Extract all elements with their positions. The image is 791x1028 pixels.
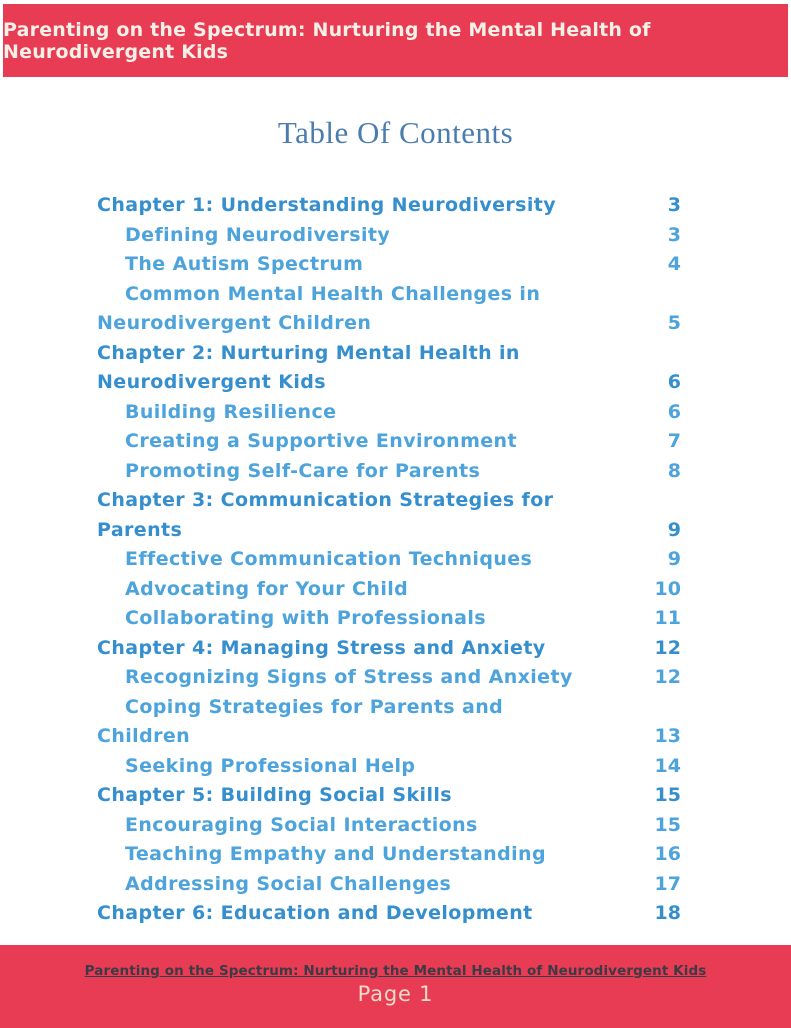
toc-entry-page[interactable]: 12 [654, 636, 681, 659]
toc-entry-label[interactable]: Chapter 2: Nurturing Mental Health in Neurodivergent Kids [97, 341, 520, 393]
toc-entry-page[interactable]: 12 [654, 666, 681, 688]
header-banner [3, 4, 788, 77]
toc-entry[interactable] [97, 486, 681, 545]
toc-entry-label[interactable]: Teaching Empathy and Understanding [125, 843, 546, 865]
toc-entry[interactable] [97, 339, 681, 398]
toc-entry-page[interactable]: 5 [667, 312, 681, 334]
toc-entry-page[interactable]: 18 [654, 902, 681, 924]
toc-entry[interactable] [97, 545, 681, 575]
toc-entry-page[interactable]: 9 [667, 548, 681, 570]
toc-heading: Table Of Contents [277, 115, 514, 150]
toc-entry-label[interactable]: Chapter 6: Education and Development [97, 902, 533, 924]
toc-entry-page[interactable]: 11 [654, 607, 681, 629]
toc-entry[interactable] [97, 634, 681, 664]
toc-entry[interactable] [97, 457, 681, 487]
toc-entry[interactable] [97, 781, 681, 811]
toc-entry-label[interactable]: Promoting Self-Care for Parents [125, 459, 481, 482]
toc-entry-page[interactable]: 6 [667, 371, 681, 393]
toc-entry[interactable] [97, 221, 681, 251]
toc-entry-page[interactable]: 15 [654, 813, 681, 836]
toc-entry-label[interactable]: The Autism Spectrum [125, 253, 364, 275]
toc-entry[interactable] [97, 752, 681, 782]
toc-entry-page[interactable]: 4 [667, 253, 681, 275]
toc-entry-label[interactable]: Effective Communication Techniques [125, 548, 533, 570]
toc-entry[interactable] [97, 280, 681, 339]
toc-entry-page[interactable]: 3 [667, 223, 681, 246]
toc-entry-label[interactable]: Creating a Supportive Environment [125, 430, 517, 452]
toc-entry[interactable] [97, 398, 681, 428]
toc-entry-page[interactable]: 9 [667, 518, 681, 541]
toc-entry-label[interactable]: Addressing Social Challenges [125, 872, 452, 895]
toc-entry-page[interactable]: 13 [654, 725, 681, 747]
toc-entry-label[interactable]: Chapter 3: Communication Strategies for Parents [97, 489, 554, 541]
toc-entry[interactable] [97, 427, 681, 457]
toc-entry[interactable] [97, 899, 681, 929]
toc-entry[interactable] [97, 604, 681, 634]
toc-entry-label[interactable]: Coping Strategies for Parents and Children [97, 695, 504, 747]
toc-entry[interactable] [97, 840, 681, 870]
toc-entry-page[interactable]: 16 [654, 843, 681, 865]
footer-banner [0, 945, 791, 1028]
toc-entry-page[interactable]: 15 [654, 784, 681, 806]
toc-entry-label[interactable]: Seeking Professional Help [125, 754, 416, 777]
toc-entry-label[interactable]: Advocating for Your Child [125, 577, 409, 600]
toc-entry[interactable] [97, 191, 681, 221]
toc-entry[interactable] [97, 575, 681, 605]
toc-entry-page[interactable]: 7 [667, 430, 681, 452]
toc-entry-page[interactable]: 17 [654, 872, 681, 895]
toc-entry-label[interactable]: Encouraging Social Interactions [125, 813, 478, 836]
toc-entry[interactable] [97, 250, 681, 280]
toc-entry-label[interactable]: Common Mental Health Challenges in Neurodivergent Children [97, 282, 541, 334]
toc-entry[interactable] [97, 693, 681, 752]
toc-entry-page[interactable]: 14 [654, 754, 681, 777]
toc-entry-label[interactable]: Building Resilience [125, 400, 337, 423]
toc-entry-label[interactable]: Chapter 5: Building Social Skills [97, 784, 452, 806]
toc-entry[interactable] [97, 663, 681, 693]
toc-entry-label[interactable]: Chapter 4: Managing Stress and Anxiety [97, 636, 546, 659]
footer-page-number: Page 1 [357, 982, 434, 1006]
toc-entry[interactable] [97, 870, 681, 900]
header-title: Parenting on the Spectrum: Nurturing the Mental Health of Neurodivergent Kids [3, 18, 651, 63]
toc-entry-page[interactable]: 8 [667, 459, 681, 482]
toc-list [97, 191, 681, 929]
toc-entry-page[interactable]: 3 [667, 194, 681, 216]
toc-entry-page[interactable]: 10 [654, 577, 681, 600]
toc-entry-label[interactable]: Collaborating with Professionals [125, 607, 486, 629]
document-page [0, 4, 791, 1006]
toc-entry-label[interactable]: Recognizing Signs of Stress and Anxiety [125, 666, 573, 688]
toc-entry-label[interactable]: Chapter 1: Understanding Neurodiversity [97, 194, 557, 216]
toc-entry-page[interactable]: 6 [667, 400, 681, 423]
footer-title-link[interactable]: Parenting on the Spectrum: Nurturing the Mental Health of Neurodivergent Kids [84, 963, 707, 979]
toc-entry[interactable] [97, 811, 681, 841]
toc-entry-label[interactable]: Defining Neurodiversity [125, 223, 391, 246]
